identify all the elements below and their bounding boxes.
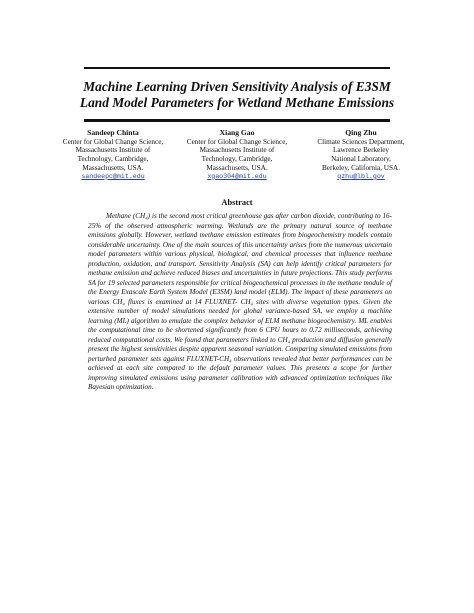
author-name: Qing Zhu [345,128,377,137]
abstract-heading: Abstract [221,198,253,207]
author-2 [174,128,300,182]
affiliation-line: Center for Global Change Science, [62,137,164,146]
title-top-rule [84,67,390,69]
author-1 [50,128,176,182]
affiliation-line: Lawrence Berkeley [332,146,390,155]
author-name: Xiang Gao [219,128,255,137]
author-email-link[interactable]: sandeepc@mit.edu [81,172,145,180]
affiliation-line: Massachusetts Institute of [75,146,151,155]
title-line-2: Land Model Parameters for Wetland Methane Emissions [79,95,395,110]
affiliation-line: Technology, Cambridge, [201,155,273,164]
author-email-link[interactable]: xgao304@mit.edu [207,172,267,180]
affiliation-line: Climate Sciences Department, [317,137,405,146]
abstract-text: Methane (CH₄) is the second most critical greenhouse gas after carbon dioxide, contributing to 16-25% of the observed atmospheric warming. Wetlands are the primary natural source of methane emissions globally. However, wetland methane emission estimates from biogeochemistry models contain considerable uncertainty. One of the main sources of this uncertainty arises from the numerous uncertain model parameters within various physical, biological, and chemical processes that influence methane production, oxidation, and transport. Sensitivity Analysis (SA) can help identify critical parameters for methane emission and achieve reduced biases and uncertainties in future projections. This study performs SA for 19 selected parameters responsible for critical biogeochemical processes in the methane module of the Energy Exascale Earth System Model (E3SM) land model (ELM). The impact of these parameters on various CH₄ fluxes is examined at 14 FLUXNET- CH₄ sites with diverse vegetation types. Given the extensive number of model simulations needed for global variance-based SA, we employ a machine learning (ML) algorithm to emulate the complex behavior of ELM methane biogeochemistry. ML enables the computational time to be shortened significantly from 6 CPU hours to 0.72 milliseconds, achieving reduced computational costs. We found that parameters linked to CH₄ production and diffusion generally present the highest sensitivities despite apparent seasonal variation. Comparing simulated emissions from perturbed parameter sets against FLUXNET-CH₄ observations revealed that better performances can be achieved at each site compared to the default parameter values. This presents a scope for further improving simulated emissions using parameter calibration with advanced optimization techniques like Bayesian optimization. [88,212,392,391]
author-name: Sandeep Chinta [87,128,139,137]
affiliation-line: Massachusetts Institute of [199,146,275,155]
author-email-link[interactable]: qzhu@lbl.gov [337,172,385,180]
paper-title [70,79,404,111]
author-3 [298,128,424,182]
affiliation-line: Technology, Cambridge, [77,155,149,164]
affiliation-line: Center for Global Change Science, [186,137,288,146]
author-block [50,128,424,180]
affiliation-line: Massachusetts, USA. [82,163,144,172]
affiliation-line: National Laboratory, [331,155,391,164]
title-bottom-rule [84,119,390,122]
affiliation-line: Berkeley, California, USA. [322,163,400,172]
title-line-1: Machine Learning Driven Sensitivity Analysis of E3SM [83,79,391,94]
affiliation-line: Massachusetts, USA. [206,163,268,172]
